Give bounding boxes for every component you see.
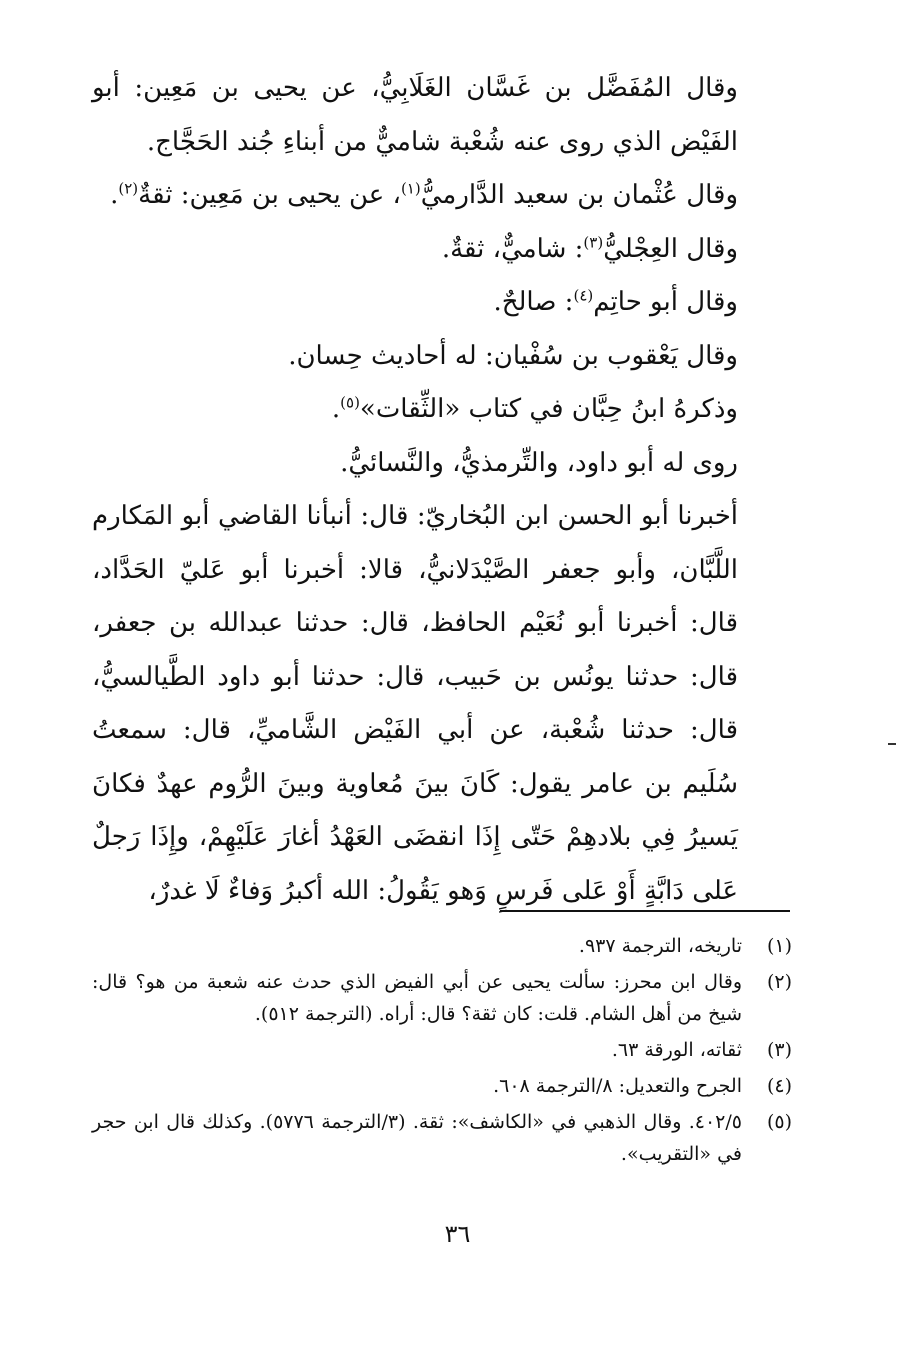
footnote-ref-3: (٣) (583, 232, 604, 251)
footnote-number: (٥) (766, 1111, 792, 1133)
paragraph-8: أخبرنا أبو الحسن ابن البُخاريّ: قال: أنبأنا القاضي أبو المَكارم اللَّبَّان، وأبو جعفر الصَّيْدَلانيُّ، قالا: أخبرنا أبو عَليّ الحَدَّاد، قال: أخبرنا أبو نُعَيْم الحافظ، قال: حدثنا عبدالله بن جعفر، قال: حدثنا يونُس بن حَبيب، قال: حدثنا أبو داود الطَّيالسيُّ، قال: حدثنا شُعْبة، عن أبي الفَيْض الشَّاميِّ، قال: سمعتُ سُلَيم بن عامر يقول: كَانَ بينَ مُعاوية وبينَ الرُّوم عهدٌ فكانَ يَسيرُ فِي بلادهِمْ حَتّى إِذَا انقضَى العَهْدُ أغارَ عَلَيْهِمْ، وإِذَا رَجلٌ عَلى دَابَّةٍ أَوْ عَلى فَرسٍ وَهو يَقُولُ: الله أكبرُ وَفاءٌ لَا غدرٌ، (92, 501, 738, 906)
footnote-number: (٢) (766, 971, 792, 993)
paragraph-3-text-b: : شاميٌّ، ثقةٌ. (441, 233, 584, 264)
footnote-ref-5: (٥) (340, 393, 360, 412)
footnote-item (92, 1106, 792, 1170)
paragraph-2-text-b: ، عن يحيى بن مَعِين: ثقةٌ (138, 180, 401, 210)
footnote-text: ثقاته، الورقة ٦٣. (611, 1039, 742, 1061)
footnote-number: (١) (766, 935, 792, 957)
footnote-separator (500, 910, 790, 912)
paragraph-1: وقال المُفَضَّل بن غَسَّان الغَلَابِيُّ، عن يحيى بن مَعِين: أبو الفَيْض الذي روى عنه شُعْبة شاميٌّ من أبناءِ جُند الحَجَّاج. (92, 73, 738, 157)
paragraph-4-text-b: : صالحٌ. (493, 287, 574, 317)
paragraph-6 (92, 383, 792, 437)
paragraph-6-text-a: وذكرهُ ابنُ حِبَّان في كتاب «الثِّقات» (359, 394, 738, 424)
paragraph-2-text-c: . (110, 180, 119, 210)
footnote-ref-1: (١) (400, 179, 421, 198)
footnote-number: (٣) (766, 1039, 792, 1061)
paragraph-6-text-b: . (331, 394, 341, 424)
footnotes (92, 930, 792, 1174)
footnote-ref-2: (٢) (118, 179, 139, 198)
paragraph-3 (92, 223, 792, 277)
footnote-number: (٤) (766, 1075, 792, 1097)
paragraph-2-text-a: وقال عُثْمان بن سعيد الدَّارميُّ (420, 180, 738, 210)
footnote-item (92, 1034, 792, 1066)
paragraph-3-text-a: وقال العِجْليُّ (603, 233, 738, 264)
paragraph-4 (92, 276, 792, 330)
paragraph-7: روى له أبو داود، والتِّرمذيُّ، والنَّسائيُّ. (340, 447, 738, 478)
paragraph-4-text-a: وقال أبو حاتِم (593, 287, 738, 317)
footnote-text: الجرح والتعديل: ٨/الترجمة ٦٠٨. (493, 1075, 742, 1097)
main-text (92, 62, 792, 918)
footnote-ref-4: (٤) (573, 286, 594, 305)
footnote-text: تاريخه، الترجمة ٩٣٧. (578, 935, 742, 957)
scan-mark (888, 743, 896, 745)
paragraph-2 (92, 169, 792, 223)
footnote-item (92, 1070, 792, 1102)
page-number: ٣٦ (444, 1220, 471, 1248)
footnote-text: وقال ابن محرز: سألت يحيى عن أبي الفيض الذي حدث عنه شعبة من هو؟ قال: شيخ من أهل الشام. قلت: كان ثقة؟ قال: أراه. (الترجمة ٥١٢). (92, 971, 742, 1025)
paragraph-5: وقال يَعْقوب بن سُفْيان: له أحاديث حِسان. (288, 340, 738, 371)
footnote-text: ٤٠٢/٥. وقال الذهبي في «الكاشف»: ثقة. (٣/الترجمة ٥٧٧٦). وكذلك قال ابن حجر في «التقريب». (92, 1111, 742, 1165)
footnote-item (92, 966, 792, 1030)
footnote-item (92, 930, 792, 962)
